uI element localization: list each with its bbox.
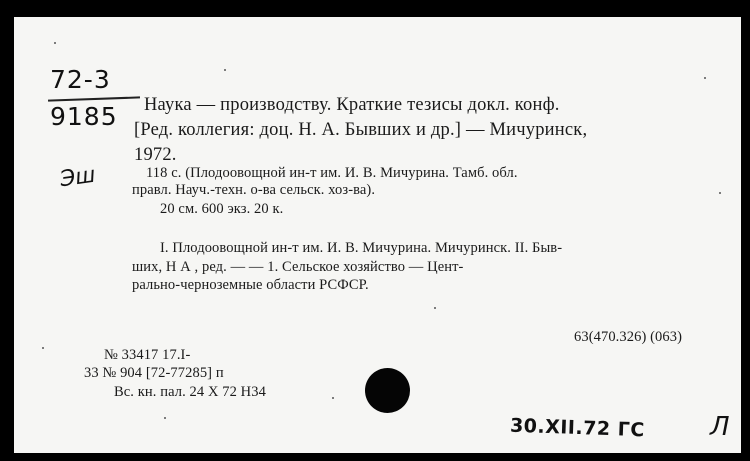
date-stamp: 30.XII.72 ГС [509,414,646,442]
catalog-card [14,17,741,453]
collation-line-2: правл. Науч.-техн. о-ва сельск. хоз-ва). [132,182,376,198]
classification-number: 63(470.326) (063) [574,329,683,345]
registry-line-1: № 33417 17.I- [104,347,191,363]
collation-line-1: 118 с. (Плодоовощной ин-т им. И. В. Мичурина. Тамб. обл. [146,165,518,181]
title-line-3: 1972. [134,145,177,165]
call-number-top: 72-3 [50,65,111,94]
title-line-2: [Ред. коллегия: доц. Н. А. Бывших и др.] — Мичуринск, [134,120,588,140]
tracing-line-1: I. Плодоовощной ин-т им. И. В. Мичурина. Мичуринск. II. Быв- [160,240,563,256]
tracing-line-3: рально-черноземные области РСФСР. [132,277,369,293]
handwritten-mark: Эш [58,162,98,193]
registry-line-2: 33 № 904 [72-77285] п [84,365,224,381]
registry-line-3: Вс. кн. пал. 24 X 72 Н34 [114,384,266,400]
call-number-bottom: 9185 [50,102,118,131]
title-line-1: Наука — производству. Краткие тезисы докл. конф. [144,95,560,115]
tracing-line-2: ших, Н А , ред. — — 1. Сельское хозяйство — Цент- [132,259,464,275]
collation-line-3: 20 см. 600 экз. 20 к. [160,201,284,217]
punch-hole [365,368,410,413]
handwritten-initial: Л [710,412,730,442]
call-number-rule [48,96,140,101]
